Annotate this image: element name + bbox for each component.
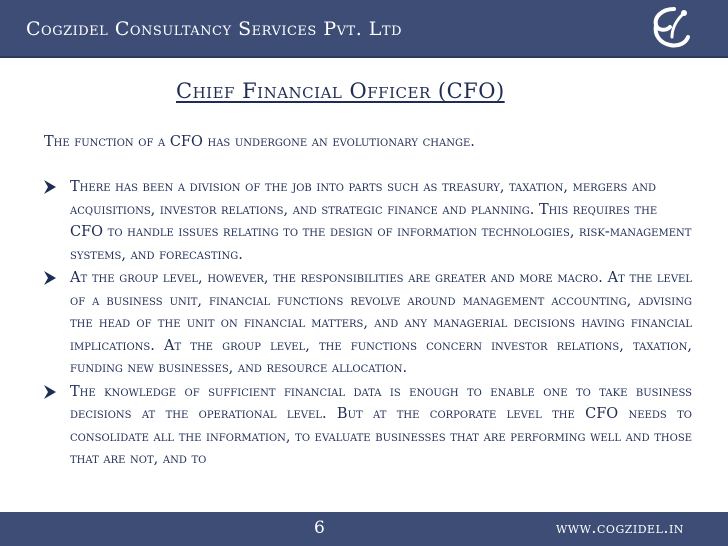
website-url: www.cogzidel.in (556, 518, 684, 537)
list-item (42, 176, 692, 266)
bullet-text: At the group level, however, the responsibilities are greater and more macro. At the level of a business unit, financial functions revolve around management accounting, advising the head of the unit on financial matters, and any managerial decisions having financial implications. At the group level, the functions concern investor relations, taxation, funding new businesses, and resource allocation. (70, 270, 692, 376)
company-logo-icon (636, 3, 698, 57)
list-item (42, 381, 692, 467)
header-bar (0, 0, 728, 58)
arrow-bullet-icon (42, 383, 58, 401)
bullet-text: The knowledge of sufficient financial data is enough to enable one to take business decisions at the operational level. But at the corporate level the CFO needs to consolidate all the information, to evaluate businesses that are performing well and those that are not, and to (70, 383, 692, 467)
intro-text: The function of a CFO has undergone an evolutionary change. (44, 134, 475, 150)
list-item (42, 267, 692, 380)
bullet-list (42, 176, 692, 467)
company-name: Cogzidel Consultancy Services Pvt. Ltd (26, 18, 402, 40)
bullet-text: There has been a division of the job into parts such as treasury, taxation, mergers and acquisitions, investor relations, and strategic finance and planning. This requires the CFO to handle issues relating to the design of information technologies, risk-management systems, and forecasting. (70, 179, 692, 263)
page-number: 6 (314, 518, 325, 538)
arrow-bullet-icon (42, 178, 58, 196)
arrow-bullet-icon (42, 269, 58, 287)
slide-title: Chief Financial Officer (CFO) (176, 79, 505, 103)
